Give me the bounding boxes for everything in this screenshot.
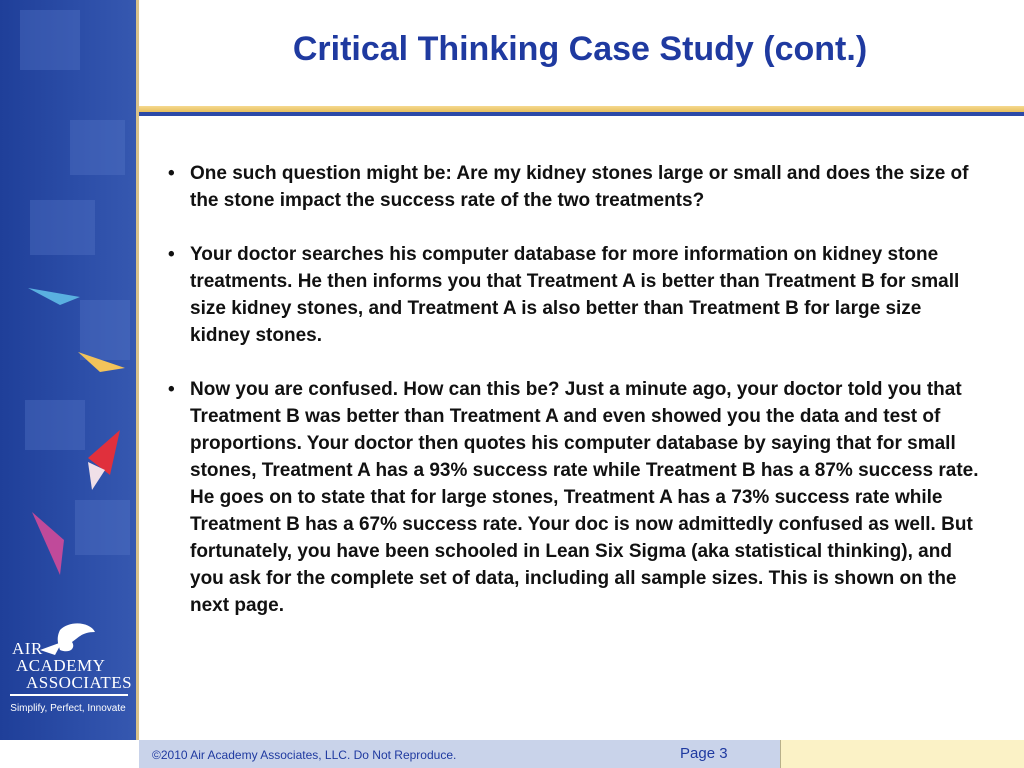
bullet-marker: • xyxy=(168,244,175,265)
bullet-text: One such question might be: Are my kidney stones large or small and does the size of the stone impact the success rate of the two treatments? xyxy=(190,163,969,211)
bullet-item xyxy=(160,376,980,619)
footer-accent xyxy=(780,740,1024,768)
decorative-sidebar xyxy=(0,0,136,740)
company-logo xyxy=(0,620,136,740)
logo-underline xyxy=(10,694,128,696)
page-number: Page 3 xyxy=(680,745,728,762)
bullet-text: Now you are confused. How can this be? Just a minute ago, your doctor told you that Treatment B was better than Treatment A and even showed you the data and test of proportions. Your doctor then quotes his computer database by saying that for small stones, Treatment A has a 93% success rate while Treatment B has a 87% success rate. He goes on to state that for large stones, Treatment A has a 73% success rate while Treatment B has a 67% success rate. Your doc is now admittedly confused as well. But fortunately, you have been schooled in Lean Six Sigma (aka statistical thinking), and you ask for the complete set of data, including all sample sizes. This is shown on the next page. xyxy=(190,379,979,616)
gold-arrow-shape xyxy=(78,352,125,372)
logo-line1: AIR xyxy=(12,639,43,658)
slide-title: Critical Thinking Case Study (cont.) xyxy=(292,30,868,68)
bullet-item xyxy=(160,160,980,214)
bullet-item xyxy=(160,241,980,349)
tagline: Simplify, Perfect, Innovate xyxy=(10,703,126,714)
bullet-list xyxy=(160,160,980,646)
bullet-text: Your doctor searches his computer database for more information on kidney stone treatments. He then informs you that Treatment A is better than Treatment B for small size kidney stones, and Treatment A is also better than Treatment B for large size kidney stones. xyxy=(190,244,960,346)
bullet-marker: • xyxy=(168,379,175,400)
logo-line2: ACADEMY xyxy=(16,656,106,675)
title-rule-blue xyxy=(139,112,1024,116)
logo-line3: ASSOCIATES xyxy=(26,673,133,692)
magenta-arrow-shape xyxy=(32,512,64,575)
blue-arrow-shape xyxy=(28,288,80,305)
sidebar-shapes xyxy=(0,0,136,620)
footer-copyright: ©2010 Air Academy Associates, LLC. Do Not Reproduce. xyxy=(152,748,457,762)
bullet-marker: • xyxy=(168,163,175,184)
logo-text xyxy=(12,640,132,691)
